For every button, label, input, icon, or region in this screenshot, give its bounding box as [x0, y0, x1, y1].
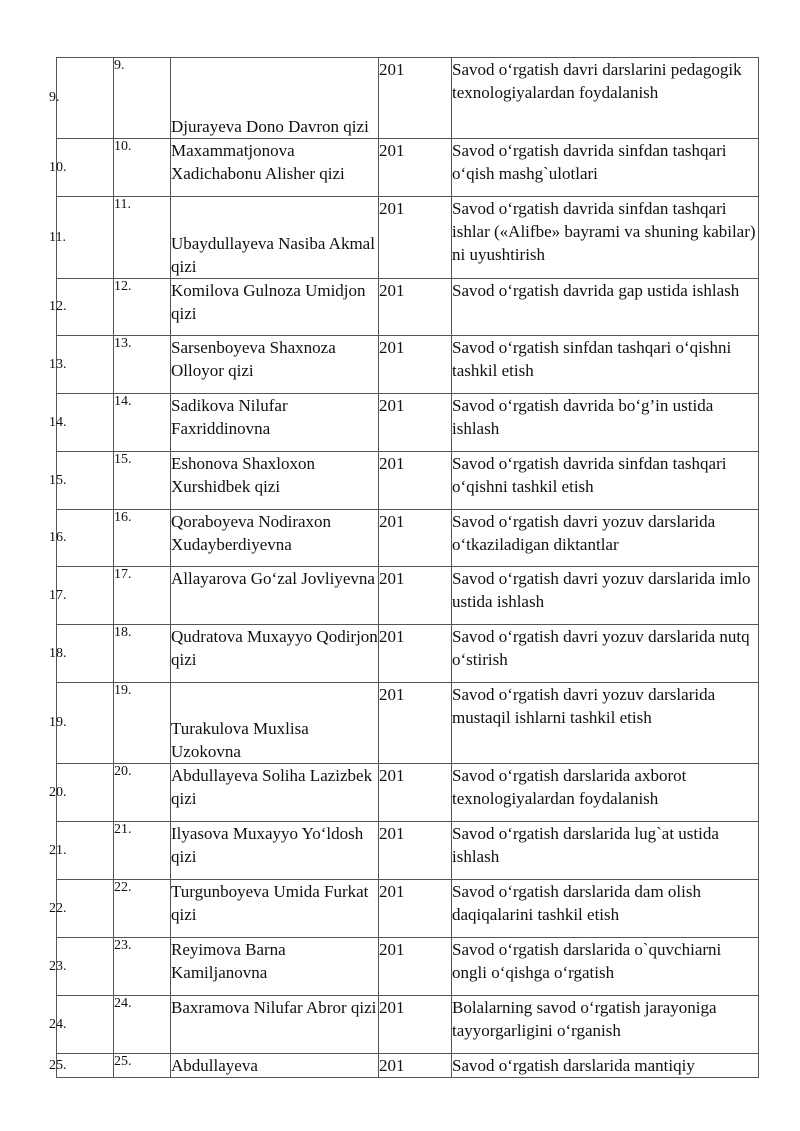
list-number: 19.: [114, 683, 171, 764]
table-row: [57, 880, 759, 938]
topic-title: Savod o‘rgatish sinfdan tashqari o‘qishni tashkil etish: [452, 336, 759, 394]
student-name: Turgunboyeva Umida Furkat qizi: [171, 880, 379, 938]
table-row: [57, 58, 759, 139]
list-number: 10.: [114, 139, 171, 197]
topic-title: Savod o‘rgatish davrida gap ustida ishlash: [452, 279, 759, 336]
row-number: 13.: [49, 356, 67, 372]
list-number: 23.: [114, 938, 171, 996]
group-code: 201: [379, 683, 452, 764]
group-code: 201: [379, 394, 452, 452]
student-name: Qudratova Muxayyo Qodirjon qizi: [171, 625, 379, 683]
row-number-cell: [49, 452, 114, 510]
student-name: Sadikova Nilufar Faxriddinovna: [171, 394, 379, 452]
group-code: 201: [379, 1054, 452, 1078]
row-number-cell: [49, 58, 114, 139]
row-number: 14.: [49, 414, 67, 430]
table-row: [57, 996, 759, 1054]
topic-title: Savod o‘rgatish darslarida lug`at ustida ishlash: [452, 822, 759, 880]
group-code: 201: [379, 279, 452, 336]
row-number: 20.: [49, 784, 67, 800]
row-number: 25.: [49, 1057, 67, 1073]
table-row: [57, 510, 759, 567]
student-name: Baxramova Nilufar Abror qizi: [171, 996, 379, 1054]
table-row: [57, 764, 759, 822]
row-number-cell: [49, 139, 114, 197]
row-number-cell: [49, 822, 114, 880]
table-body: [49, 58, 759, 1078]
row-number-cell: [49, 510, 114, 567]
topic-title: Savod o‘rgatish davrida sinfdan tashqari o‘qishni tashkil etish: [452, 452, 759, 510]
list-number: 15.: [114, 452, 171, 510]
row-number-cell: [49, 764, 114, 822]
row-number: 21.: [49, 842, 67, 858]
row-number-cell: [49, 1054, 114, 1078]
topic-title: Savod o‘rgatish davri yozuv darslarida o‘tkaziladigan diktantlar: [452, 510, 759, 567]
list-number: 22.: [114, 880, 171, 938]
topic-title: Savod o‘rgatish davrida sinfdan tashqari ishlar («Alifbe» bayrami va shuning kabilar) ni uyushtirish: [452, 197, 759, 279]
list-number: 12.: [114, 279, 171, 336]
student-name: Turakulova Muxlisa Uzokovna: [171, 683, 379, 764]
table-row: [57, 625, 759, 683]
group-code: 201: [379, 822, 452, 880]
row-number: 15.: [49, 472, 67, 488]
row-number-cell: [49, 394, 114, 452]
table-row: [57, 938, 759, 996]
group-code: 201: [379, 567, 452, 625]
topic-title: Savod o‘rgatish darslarida axborot texnologiyalardan foydalanish: [452, 764, 759, 822]
table-row: [57, 394, 759, 452]
row-number: 16.: [49, 530, 67, 545]
list-number: 18.: [114, 625, 171, 683]
student-name: Ilyasova Muxayyo Yo‘ldosh qizi: [171, 822, 379, 880]
student-name: Abdullayeva Soliha Lazizbek qizi: [171, 764, 379, 822]
group-code: 201: [379, 764, 452, 822]
table-row: [57, 452, 759, 510]
row-number-cell: [49, 683, 114, 764]
table-row: [57, 567, 759, 625]
topic-title: Savod o‘rgatish davri yozuv darslarida mustaqil ishlarni tashkil etish: [452, 683, 759, 764]
topic-title: Savod o‘rgatish davri darslarini pedagogik texnologiyalardan foydalanish: [452, 58, 759, 139]
row-number-cell: [49, 625, 114, 683]
student-name: Reyimova Barna Kamiljanovna: [171, 938, 379, 996]
row-number: 17.: [49, 587, 67, 603]
row-number-cell: [49, 938, 114, 996]
list-number: 24.: [114, 996, 171, 1054]
row-number: 18.: [49, 645, 67, 661]
student-name: Eshonova Shaxloxon Xurshidbek qizi: [171, 452, 379, 510]
student-name: Ubaydullayeva Nasiba Akmal qizi: [171, 197, 379, 279]
student-name: Abdullayeva: [171, 1054, 379, 1078]
row-number-cell: [49, 197, 114, 279]
list-number: 20.: [114, 764, 171, 822]
table-row: [57, 279, 759, 336]
list-number: 25.: [114, 1054, 171, 1078]
student-name: Djurayeva Dono Davron qizi: [171, 58, 379, 139]
group-code: 201: [379, 996, 452, 1054]
row-number: 24.: [49, 1016, 67, 1032]
row-number-cell: [49, 336, 114, 394]
topic-title: Savod o‘rgatish davrida sinfdan tashqari o‘qish mashg`ulotlari: [452, 139, 759, 197]
row-number: 9.: [49, 90, 60, 105]
topic-title: Savod o‘rgatish darslarida mantiqiy: [452, 1054, 759, 1078]
list-number: 13.: [114, 336, 171, 394]
row-number: 11.: [49, 229, 66, 245]
row-number: 19.: [49, 715, 67, 730]
table-row: [57, 197, 759, 279]
row-number-cell: [49, 279, 114, 336]
topic-title: Savod o‘rgatish darslarida dam olish daqiqalarini tashkil etish: [452, 880, 759, 938]
row-number-cell: [49, 880, 114, 938]
row-number: 12.: [49, 299, 67, 314]
group-code: 201: [379, 510, 452, 567]
table-row: [57, 139, 759, 197]
student-name: Komilova Gulnoza Umidjon qizi: [171, 279, 379, 336]
list-number: 21.: [114, 822, 171, 880]
table-row: [57, 1054, 759, 1078]
table-row: [57, 683, 759, 764]
group-code: 201: [379, 938, 452, 996]
group-code: 201: [379, 880, 452, 938]
topic-title: Savod o‘rgatish darslarida o`quvchiarni ongli o‘qishga o‘rgatish: [452, 938, 759, 996]
row-number: 23.: [49, 958, 67, 974]
list-number: 9.: [114, 58, 171, 139]
group-code: 201: [379, 58, 452, 139]
topic-title: Savod o‘rgatish davri yozuv darslarida imlo ustida ishlash: [452, 567, 759, 625]
list-number: 16.: [114, 510, 171, 567]
group-code: 201: [379, 452, 452, 510]
topic-title: Bolalarning savod o‘rgatish jarayoniga tayyorgarligini o‘rganish: [452, 996, 759, 1054]
row-number-cell: [49, 996, 114, 1054]
student-name: Allayarova Go‘zal Jovliyevna: [171, 567, 379, 625]
table-row: [57, 822, 759, 880]
list-number: 17.: [114, 567, 171, 625]
row-number-cell: [49, 567, 114, 625]
topic-title: Savod o‘rgatish davri yozuv darslarida nutq o‘stirish: [452, 625, 759, 683]
list-number: 11.: [114, 197, 171, 279]
topic-title: Savod o‘rgatish davrida bo‘g’in ustida ishlash: [452, 394, 759, 452]
group-code: 201: [379, 625, 452, 683]
row-number: 22.: [49, 900, 67, 916]
table-row: [57, 336, 759, 394]
student-topics-table: [49, 57, 759, 1078]
group-code: 201: [379, 197, 452, 279]
group-code: 201: [379, 336, 452, 394]
student-name: Qoraboyeva Nodiraxon Xudayberdiyevna: [171, 510, 379, 567]
group-code: 201: [379, 139, 452, 197]
student-name: Sarsenboyeva Shaxnoza Olloyor qizi: [171, 336, 379, 394]
list-number: 14.: [114, 394, 171, 452]
student-name: Maxammatjonova Xadichabonu Alisher qizi: [171, 139, 379, 197]
row-number: 10.: [49, 159, 67, 175]
